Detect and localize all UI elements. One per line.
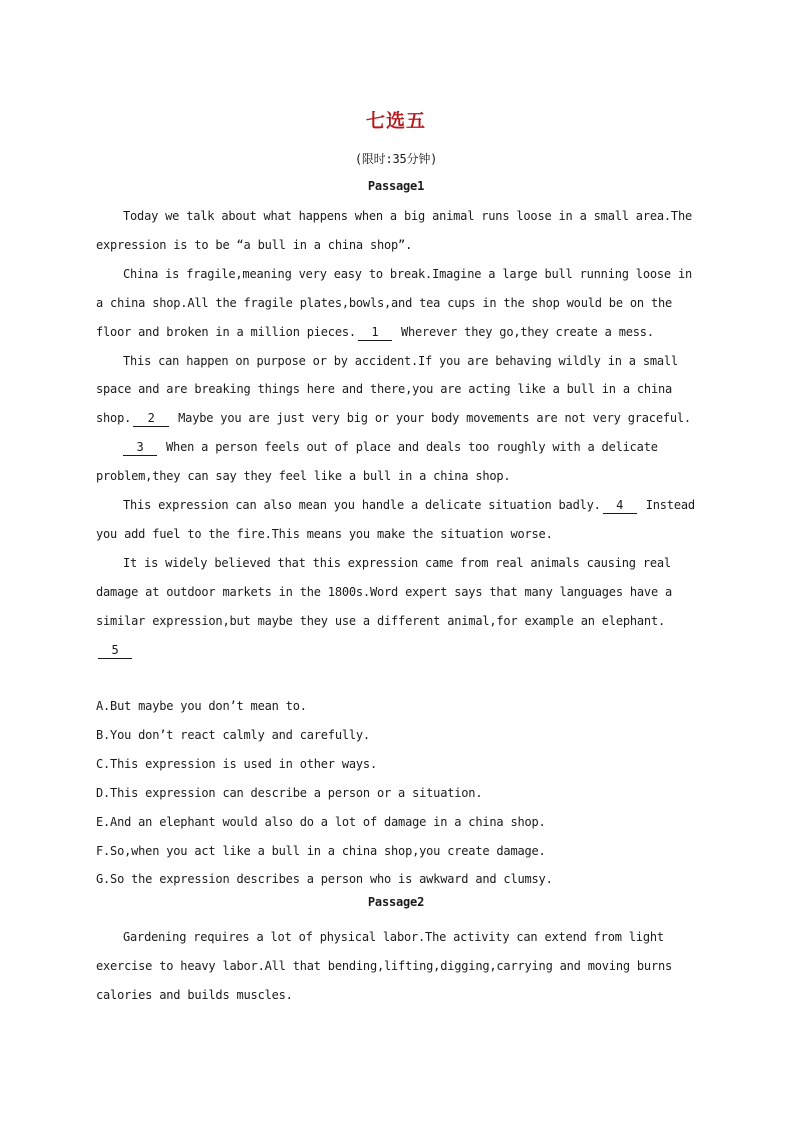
passage2-body bbox=[96, 923, 696, 1010]
passage1-body bbox=[96, 202, 696, 665]
passage1-heading: Passage1 bbox=[367, 179, 425, 193]
passage2-paragraph-1: Gardening requires a lot of physical labor.The activity can extend from light exercise to heavy labor.All that bending,lifting,digging,carrying and moving burns calories and builds muscles. bbox=[96, 930, 673, 1002]
option-c: C.This expression is used in other ways. bbox=[96, 756, 377, 771]
page-title: 七选五 bbox=[365, 110, 426, 132]
paragraph-text: This can happen on purpose or by accident.If you are behaving wildly in a small space and are breaking things here and there,you are acting like a bull in a china shop. bbox=[96, 353, 678, 426]
passage1-paragraph-1: Today we talk about what happens when a big animal runs loose in a small area.The expression is to be “a bull in a china shop”. bbox=[96, 209, 692, 252]
paragraph-text: Maybe you are just very big or your body movements are not very graceful. bbox=[178, 411, 691, 426]
paragraph-text: It is widely believed that this expression came from real animals causing real damage at outdoor markets in the 1800s.Word expert says that many languages have a similar expression,but maybe they use a different animal,for example an elephant. bbox=[96, 555, 673, 628]
passage1-paragraph-4 bbox=[96, 433, 696, 491]
option-g: G.So the expression describes a person who is awkward and clumsy. bbox=[96, 872, 553, 887]
passage1-paragraph-3 bbox=[96, 347, 696, 434]
blank-1[interactable]: 1 bbox=[358, 325, 392, 341]
paragraph-text: China is fragile,meaning very easy to break.Imagine a large bull running loose in a china shop.All the fragile plates,bowls,and tea cups in the shop would be on the floor and broken in a million pieces. bbox=[96, 266, 692, 339]
paragraph-text: Instead you add fuel to the fire.This means you make the situation worse. bbox=[96, 498, 695, 541]
passage1-paragraph-5 bbox=[96, 491, 696, 549]
option-d: D.This expression can describe a person or a situation. bbox=[96, 785, 483, 800]
option-f: F.So,when you act like a bull in a china shop,you create damage. bbox=[96, 843, 546, 858]
blank-3[interactable]: 3 bbox=[123, 440, 157, 456]
option-b: B.You don’t react calmly and carefully. bbox=[96, 727, 370, 742]
option-a: A.But maybe you don’t mean to. bbox=[96, 699, 307, 713]
paragraph-text: Wherever they go,they create a mess. bbox=[400, 324, 654, 339]
blank-4[interactable]: 4 bbox=[603, 498, 637, 514]
option-e: E.And an elephant would also do a lot of damage in a china shop. bbox=[96, 814, 546, 829]
blank-2[interactable]: 2 bbox=[133, 411, 169, 427]
passage1-paragraph-2 bbox=[96, 260, 696, 347]
time-limit-subtitle: (限时:35分钟) bbox=[354, 152, 438, 166]
answer-options bbox=[96, 692, 696, 894]
passage2-heading: Passage2 bbox=[367, 895, 425, 909]
passage1-paragraph-6 bbox=[96, 549, 696, 665]
paragraph-text: When a person feels out of place and deals too roughly with a delicate problem,they can say they feel like a bull in a china shop. bbox=[96, 440, 658, 484]
paragraph-text: This expression can also mean you handle a delicate situation badly. bbox=[123, 498, 601, 513]
blank-5[interactable]: 5 bbox=[98, 643, 132, 659]
